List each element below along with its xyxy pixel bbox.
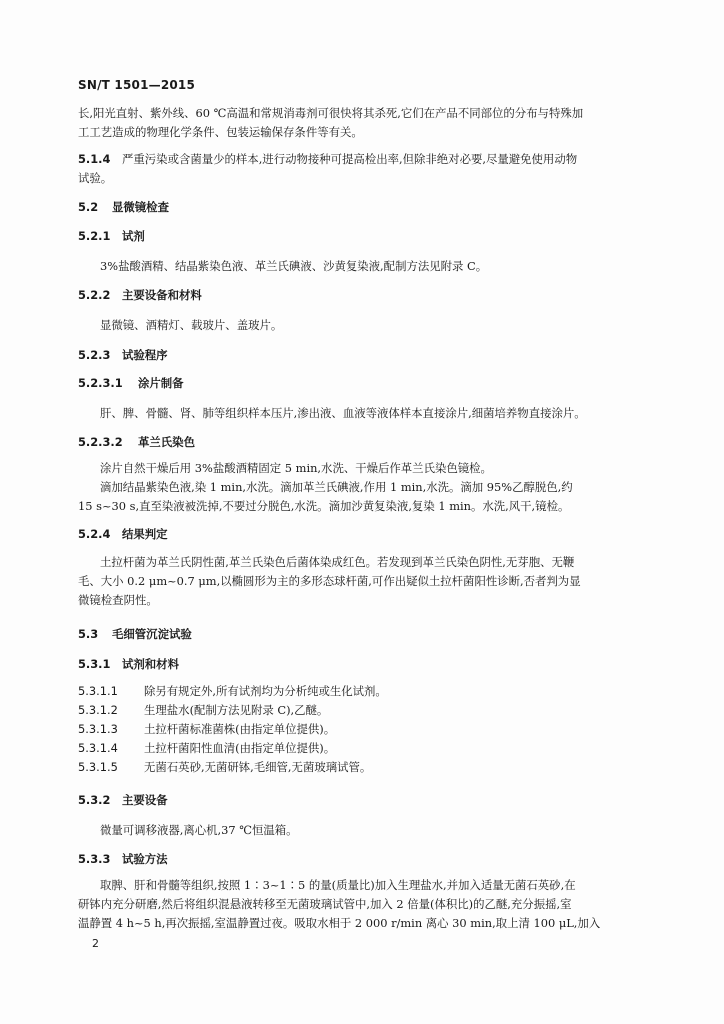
list-item xyxy=(78,702,328,719)
list-item xyxy=(78,759,371,776)
section-5-2-3-1-heading xyxy=(78,375,184,392)
section-title: 主要设备 xyxy=(122,793,168,807)
smear-paragraph xyxy=(78,404,666,423)
section-number: 5.2.3 xyxy=(78,348,111,362)
section-title: 主要设备和材料 xyxy=(122,288,202,302)
item-text: 除另有规定外,所有试剂均为分析纯或生化试剂。 xyxy=(144,684,387,698)
section-title: 毛细管沉淀试验 xyxy=(112,627,192,641)
item-text: 生理盐水(配制方法见附录 C),乙醚。 xyxy=(144,703,329,717)
section-title: 试剂和材料 xyxy=(122,657,179,671)
section-title: 试剂 xyxy=(122,229,145,243)
item-number: 5.3.1.2 xyxy=(78,703,118,717)
section-title: 涂片制备 xyxy=(138,376,184,390)
equipment-paragraph xyxy=(78,316,666,335)
main-equipment-paragraph xyxy=(78,821,666,840)
paragraph-text: 微量可调移液器,离心机,37 ℃恒温箱。 xyxy=(100,823,298,837)
section-5-3-2-heading xyxy=(78,792,168,809)
standard-code-header: SN/T 1501—2015 xyxy=(78,78,196,92)
section-5-2-4-heading xyxy=(78,526,168,543)
section-number: 5.2.1 xyxy=(78,229,111,243)
section-5-2-3-2-heading xyxy=(78,434,195,451)
item-number: 5.3.1.4 xyxy=(78,741,118,755)
section-number: 5.2 xyxy=(78,200,99,214)
paragraph-text: 温静置 4 h~5 h,再次振摇,室温静置过夜。吸取水相于 2 000 r/min 离心 30 min,取上清 100 μL,加入 xyxy=(78,916,601,930)
section-number: 5.3.1 xyxy=(78,657,111,671)
section-number: 5.3.3 xyxy=(78,852,111,866)
intro-line: 长,阳光直射、紫外线、60 ℃高温和常规消毒剂可很快将其杀死,它们在产品不同部位的分布与特殊加 xyxy=(78,106,584,120)
gram-stain-paragraph xyxy=(78,459,644,516)
section-number: 5.2.3.2 xyxy=(78,435,123,449)
item-number: 5.3.1.5 xyxy=(78,760,118,774)
section-number: 5.2.2 xyxy=(78,288,111,302)
intro-paragraph xyxy=(78,104,644,142)
section-5-2-heading xyxy=(78,199,169,216)
reagents-paragraph xyxy=(78,257,666,276)
paragraph-text: 取脾、肝和骨髓等组织,按照 1∶3~1∶5 的量(质量比)加入生理盐水,并加入适量无菌石英砂,在 xyxy=(100,878,576,892)
item-text: 无菌石英砂,无菌研钵,毛细管,无菌玻璃试管。 xyxy=(144,760,372,774)
item-number: 5.3.1.1 xyxy=(78,684,118,698)
paragraph-text: 毛、大小 0.2 μm~0.7 μm,以椭圆形为主的多形态球杆菌,可作出疑似土拉杆菌阳性诊断,否者判为显 xyxy=(78,574,581,588)
paragraph-text: 微镜检查阴性。 xyxy=(78,593,158,607)
section-5-3-1-heading xyxy=(78,656,179,673)
item-text: 土拉杆菌阳性血清(由指定单位提供)。 xyxy=(144,741,336,755)
section-5-3-3-heading xyxy=(78,851,168,868)
paragraph-text: 显微镜、酒精灯、载玻片、盖玻片。 xyxy=(100,318,283,332)
list-item xyxy=(78,683,387,700)
paragraph-text: 土拉杆菌为革兰氏阴性菌,革兰氏染色后菌体染成红色。若发现到革兰氏染色阴性,无芽胞、无鞭 xyxy=(100,555,575,569)
section-title: 试验程序 xyxy=(122,348,168,362)
clause-5-1-4 xyxy=(78,150,644,188)
clause-number: 5.1.4 xyxy=(78,152,111,166)
item-number: 5.3.1.3 xyxy=(78,722,118,736)
section-number: 5.2.3.1 xyxy=(78,376,123,390)
clause-text: 严重污染或含菌量少的样本,进行动物接种可提高检出率,但除非绝对必要,尽量避免使用动物 xyxy=(122,152,578,166)
section-5-2-1-heading xyxy=(78,228,145,245)
paragraph-text: 3%盐酸酒精、结晶紫染色液、革兰氏碘液、沙黄复染液,配制方法见附录 C。 xyxy=(100,259,488,273)
method-paragraph xyxy=(78,876,644,933)
page-number: 2 xyxy=(92,937,99,950)
paragraph-text: 滴加结晶紫染色液,染 1 min,水洗。滴加革兰氏碘液,作用 1 min,水洗。滴加 95%乙醇脱色,约 xyxy=(100,480,573,494)
list-item xyxy=(78,721,335,738)
result-paragraph xyxy=(78,553,644,610)
paragraph-text: 15 s~30 s,直至染液被洗掉,不要过分脱色,水洗。滴加沙黄复染液,复染 1 min。水洗,风干,镜检。 xyxy=(78,499,570,513)
section-title: 革兰氏染色 xyxy=(138,435,195,449)
item-text: 土拉杆菌标准菌株(由指定单位提供)。 xyxy=(144,722,336,736)
paragraph-text: 研钵内充分研磨,然后将组织混悬液转移至无菌玻璃试管中,加入 2 倍量(体积比)的乙醚,充分振摇,室 xyxy=(78,897,572,911)
section-title: 显微镜检查 xyxy=(112,200,169,214)
paragraph-text: 肝、脾、骨髓、肾、肺等组织样本压片,渗出液、血液等液体样本直接涂片,细菌培养物直接涂片。 xyxy=(100,406,586,420)
section-number: 5.2.4 xyxy=(78,527,111,541)
section-title: 结果判定 xyxy=(122,527,168,541)
section-number: 5.3 xyxy=(78,627,99,641)
clause-text: 试验。 xyxy=(78,171,113,185)
section-title: 试验方法 xyxy=(122,852,168,866)
section-5-3-heading xyxy=(78,626,192,643)
paragraph-text: 涂片自然干燥后用 3%盐酸酒精固定 5 min,水洗、干燥后作革兰氏染色镜检。 xyxy=(100,461,492,475)
section-5-2-3-heading xyxy=(78,347,168,364)
intro-line: 工工艺造成的物理化学条件、包装运输保存条件等有关。 xyxy=(78,125,363,139)
section-5-2-2-heading xyxy=(78,287,202,304)
list-item xyxy=(78,740,335,757)
section-number: 5.3.2 xyxy=(78,793,111,807)
